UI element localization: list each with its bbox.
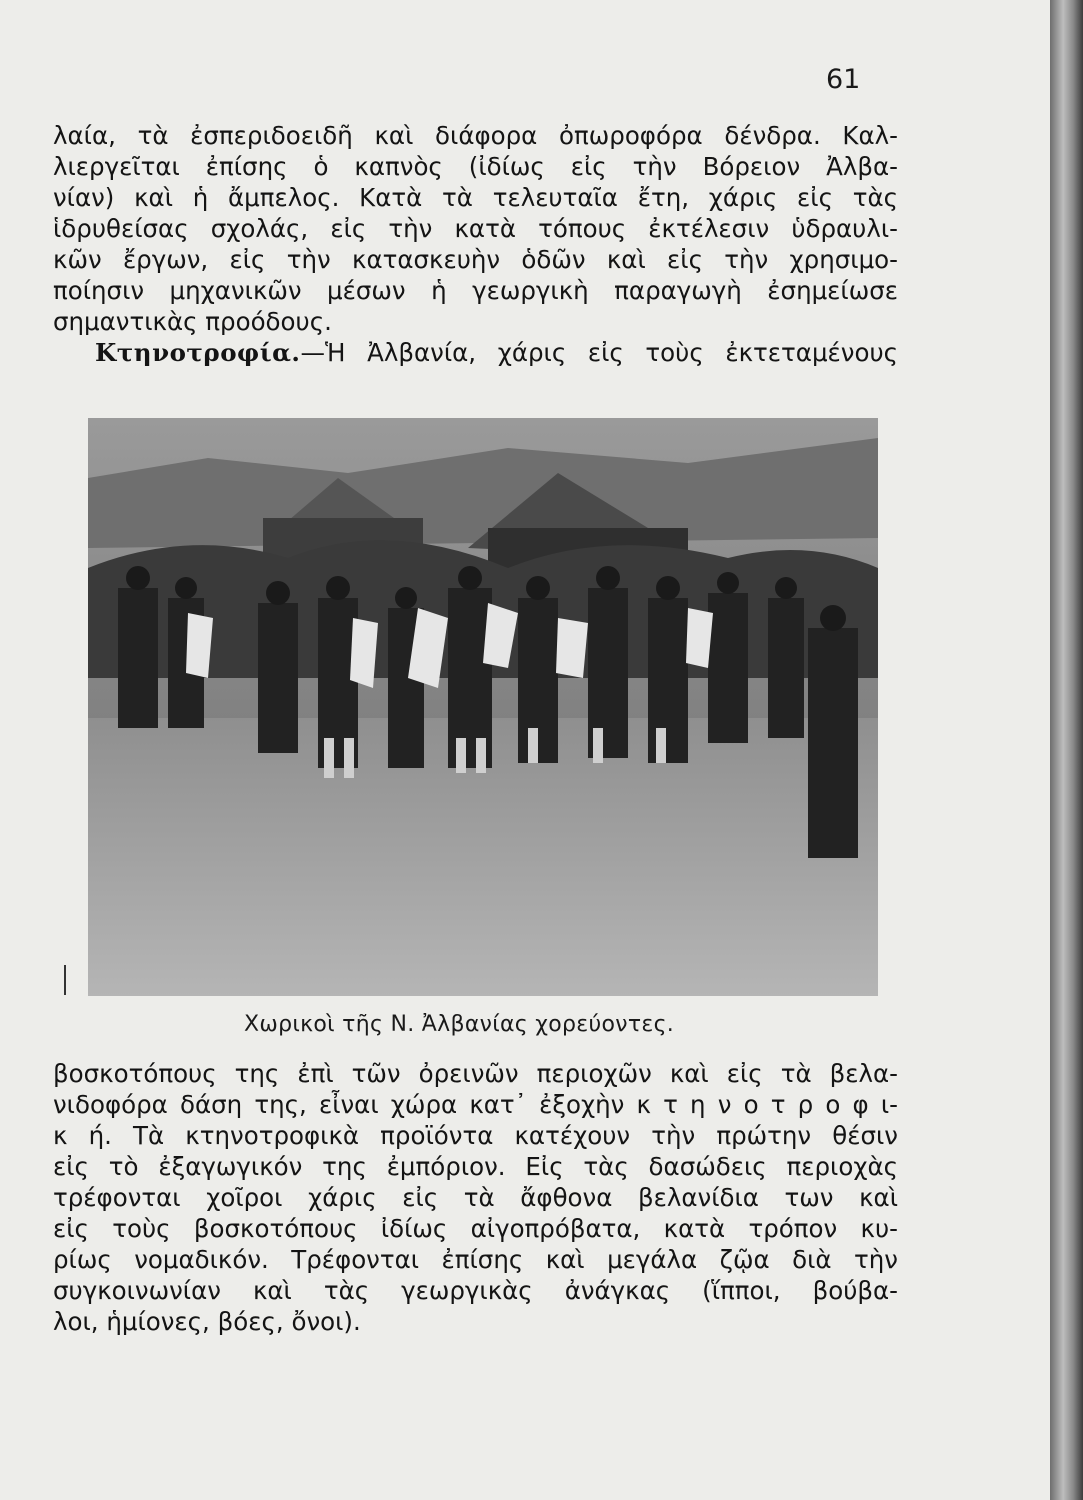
text-line: σημαντικὰς προόδους. <box>53 307 332 336</box>
text-line: λοι, ἡμίονες, βόες, ὄνοι). <box>53 1307 361 1336</box>
photo-illustration <box>88 418 878 996</box>
text-line: νίαν) καὶ ἡ ἄμπελος. Κατὰ τὰ τελευταῖα ἔτη, χάρις εἰς τὰς <box>53 183 898 212</box>
page-number: 61 <box>826 64 861 95</box>
section-heading-line <box>53 337 898 368</box>
text-line: ἱδρυθείσας σχολάς, εἰς τὴν κατὰ τόπους ἐκτέλεσιν ὑδραυλι- <box>53 214 898 243</box>
photo-caption: Χωρικοὶ τῆς Ν. Ἀλβανίας χορεύοντες. <box>244 1012 675 1037</box>
photo-villagers-dancing <box>88 418 878 996</box>
text-line: συγκοινωνίαν καὶ τὰς γεωργικὰς ἀνάγκας (ἵπποι, βούβα- <box>53 1276 898 1305</box>
text-line: τρέφονται χοῖροι χάρις εἰς τὰ ἄφθονα βελανίδια των καὶ <box>53 1183 898 1212</box>
bottom-paragraph <box>53 1058 898 1337</box>
text-line: κ ή. Τὰ κτηνοτροφικὰ προϊόντα κατέχουν τὴν πρώτην θέσιν <box>53 1121 898 1150</box>
text-line: κῶν ἔργων, εἰς τὴν κατασκευὴν ὁδῶν καὶ εἰς τὴν χρησιμο- <box>53 245 898 274</box>
section-first-line: —Ἡ Ἀλβανία, χάρις εἰς τοὺς ἐκτεταμένους <box>300 338 898 367</box>
top-paragraph <box>53 120 898 368</box>
text-line: εἰς τὸ ἐξαγωγικόν της ἐμπόριον. Εἰς τὰς δασώδεις περιοχὰς <box>53 1152 898 1181</box>
text-line: βοσκοτόπους της ἐπὶ τῶν ὀρεινῶν περιοχῶν καὶ εἰς τὰ βελα- <box>53 1059 898 1088</box>
text-line: λαία, τὰ ἐσπεριδοειδῆ καὶ διάφορα ὀπωροφόρα δένδρα. Καλ- <box>53 121 898 150</box>
margin-mark <box>64 965 66 995</box>
text-line: ποίησιν μηχανικῶν μέσων ἡ γεωργικὴ παραγωγὴ ἐσημείωσε <box>53 276 898 305</box>
text-line: νιδοφόρα δάση της, εἶναι χώρα κατ᾽ ἐξοχὴν κ τ η ν ο τ ρ ο φ ι- <box>53 1090 898 1119</box>
book-spine-edge <box>1050 0 1083 1500</box>
text-line: λιεργεῖται ἐπίσης ὁ καπνὸς (ἰδίως εἰς τὴν Βόρειον Ἀλβα- <box>53 152 898 181</box>
text-line: ρίως νομαδικόν. Τρέφονται ἐπίσης καὶ μεγάλα ζῷα διὰ τὴν <box>53 1245 898 1274</box>
text-line: εἰς τοὺς βοσκοτόπους ἰδίως αἰγοπρόβατα, κατὰ τρόπον κυ- <box>53 1214 898 1243</box>
section-heading: Κτηνοτροφία. <box>95 338 301 367</box>
